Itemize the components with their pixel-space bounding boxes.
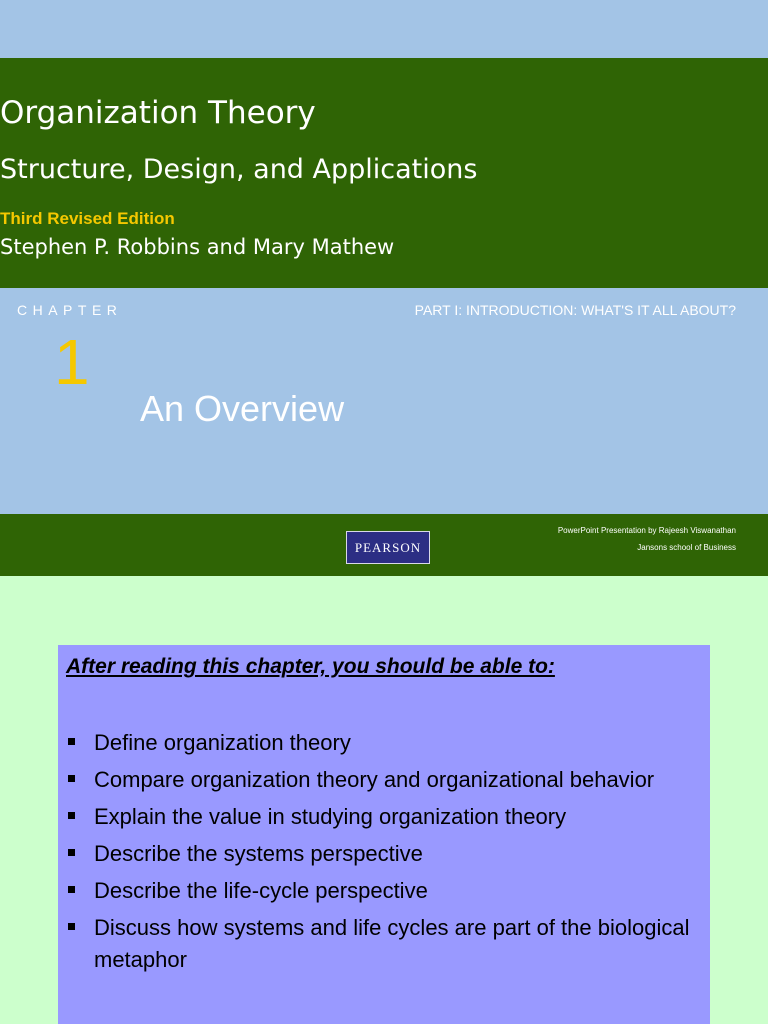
square-bullet-icon — [68, 923, 75, 930]
book-subtitle: Structure, Design, and Applications — [0, 154, 478, 185]
objective-text: Describe the systems perspective — [94, 841, 423, 866]
objectives-heading: After reading this chapter, you should be able to: — [66, 655, 555, 678]
pearson-logo: PEARSON — [346, 531, 430, 564]
edition-label: Third Revised Edition — [0, 209, 175, 228]
square-bullet-icon — [68, 775, 75, 782]
square-bullet-icon — [68, 738, 75, 745]
list-item — [66, 838, 696, 870]
chapter-title: An Overview — [140, 388, 345, 429]
list-item — [66, 875, 696, 907]
objective-text: Discuss how systems and life cycles are part of the biological metaphor — [94, 915, 690, 972]
objectives-list — [66, 727, 696, 981]
part-label: PART I: INTRODUCTION: WHAT'S IT ALL ABOUT? — [414, 302, 736, 318]
list-item — [66, 727, 696, 759]
chapter-number: 1 — [54, 326, 90, 398]
objective-text: Describe the life-cycle perspective — [94, 878, 428, 903]
list-item — [66, 764, 696, 796]
presentation-credit: PowerPoint Presentation by Rajeesh Viswanathan — [557, 526, 736, 535]
square-bullet-icon — [68, 886, 75, 893]
chapter-label: CHAPTER — [17, 302, 123, 318]
authors: Stephen P. Robbins and Mary Mathew — [0, 235, 395, 259]
school-credit: Jansons school of Business — [637, 543, 736, 552]
square-bullet-icon — [68, 849, 75, 856]
objective-text: Explain the value in studying organization theory — [94, 804, 567, 829]
list-item — [66, 912, 696, 976]
objective-text: Define organization theory — [94, 730, 351, 755]
book-title: Organization Theory — [0, 95, 316, 131]
list-item — [66, 801, 696, 833]
objective-text: Compare organization theory and organizational behavior — [94, 767, 655, 792]
square-bullet-icon — [68, 812, 75, 819]
